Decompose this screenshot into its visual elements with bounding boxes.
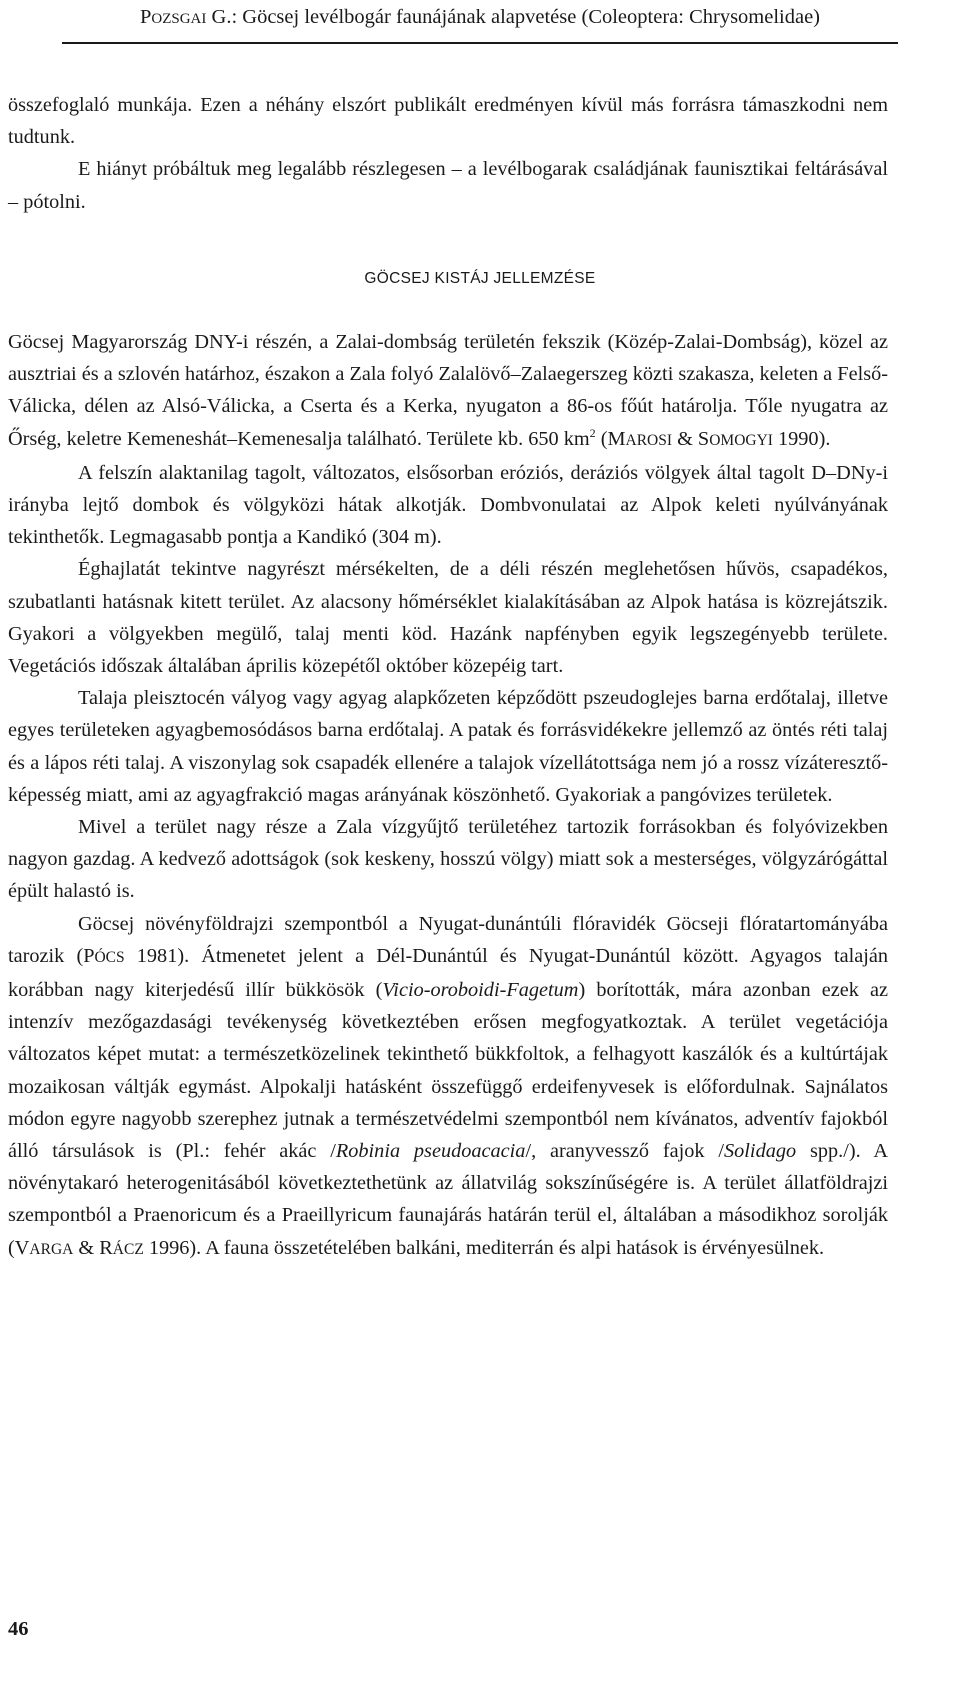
intro-paragraph-1: összefoglaló munkája. Ezen a néhány elszórt publikált eredményen kívül más forrásra támaszkodni nem tudtunk. bbox=[8, 94, 888, 149]
p6-text-e: spp./). A növénytakaró heterogenitásából következtethetünk az állatvilág sokszínűségére is. A terület állatföldrajzi szempontból a Praenoricum és a Praeillyricum faunajárás határán terül el, általában a másodikhoz sorolják (V bbox=[8, 1140, 889, 1259]
section-heading: GÖCSEJ KISTÁJ JELLEMZÉSE bbox=[364, 270, 596, 287]
p6-smallcaps-2: ARGA bbox=[29, 1240, 74, 1258]
header-author-initial: P bbox=[139, 6, 152, 28]
p6-smallcaps-1: ÓCS bbox=[94, 948, 125, 966]
p1-text-b: (M bbox=[595, 427, 626, 450]
section-body bbox=[8, 326, 888, 1266]
section-paragraph-6 bbox=[8, 908, 888, 1266]
p6-text-d: /, aranyvessző fajok / bbox=[525, 1140, 725, 1163]
section-paragraph-4: Talaja pleisztocén vályog vagy agyag alapkőzeten képződött pszeudoglejes barna erdőtalaj, illetve egyes területeken agyagbemosódásos barna erdőtalaj. A patak és forrásvidékekre jellemző az öntés réti talaj és a lápos réti talaj. A viszonylag sok csapadék ellenére a talajok vízellátottsága nem jó a rossz vízáteresztő-képesség miatt, ami az agyagfrakció magas arányának köszönhető. Gyakoriak a pangóvizes területek. bbox=[8, 687, 888, 806]
p1-smallcaps-1: AROSI bbox=[625, 431, 673, 449]
intro-paragraph-2: E hiányt próbáltuk meg legalább részlegesen – a levélbogarak családjának faunisztikai feltárásával – pótolni. bbox=[8, 158, 888, 213]
intro-text bbox=[8, 89, 888, 218]
section-paragraph-3: Éghajlatát tekintve nagyrészt mérsékelten, de a déli részén meglehetősen hűvös, csapadékos, szubatlanti hatásnak kitett terület. Az alacsony hőmérséklet kialakításában az Alpok hatása is közrejátszik. Gyakori a völgyekben megülő, talaj menti köd. Hazánk napfényben egyik legszegényebb területe. Vegetációs időszak általában április közepétől október közepéig tart. bbox=[8, 558, 888, 678]
header-author-rest: OZSGAI bbox=[151, 11, 207, 27]
p6-text-g: 1996). A fauna összetételében balkáni, mediterrán és alpi hatások is érvényesülnek. bbox=[143, 1236, 825, 1259]
p6-italic-3: Solidago bbox=[724, 1140, 797, 1163]
section-paragraph-5: Mivel a terület nagy része a Zala vízgyűjtő területéhez tartozik forrásokban és folyóvizekben nagyon gazdag. A kedvező adottságok (sok keskeny, hosszú völgy) miatt sok a mesterséges, völgyzárógáttal épült halastó is. bbox=[8, 816, 888, 903]
p6-smallcaps-3: ÁCZ bbox=[112, 1240, 144, 1258]
p6-text-a: Göcsej növényföldrajzi szempontból a Nyugat-dunántúli flóravidék Göcseji flóratartományába tarozik (P bbox=[8, 912, 888, 967]
p1-smallcaps-2: OMOGYI bbox=[709, 431, 773, 449]
p6-text-b: 1981). Átmenetet jelent a Dél-Dunántúl és Nyugat-Dunántúl között. Agyagos talaján korábban nagy kiterjedésű illír bükkösök ( bbox=[8, 944, 888, 1002]
p6-text-f: & R bbox=[73, 1236, 113, 1259]
p6-italic-1: Vicio-oroboidi-Fagetum bbox=[382, 979, 579, 1002]
page-number: 46 bbox=[8, 1618, 29, 1640]
header-title: G.: Göcsej levélbogár faunájának alapvetése (Coleoptera: Chrysomelidae) bbox=[206, 6, 821, 28]
running-header bbox=[0, 0, 960, 48]
p6-text-c: ) borították, mára azonban ezek az intenzív mezőgazdasági tevékenység következtében erősen megfogyatkoztak. A terület vegetációja változatos képet mutat: a természetközelinek tekinthető bükkfoltok, a felhagyott kaszálók és a kultúrtájak mozaikosan váltják egymást. Alpokalji hatásként összefüggő erdeifenyvesek is előfordulnak. Sajnálatos módon egyre nagyobb szerephez jutnak a természetvédelmi szempontból nem kívánatos, adventív fajokból álló társulások is (Pl.: fehér akác / bbox=[8, 979, 888, 1163]
section-paragraph-2: A felszín alaktanilag tagolt, változatos, elsősorban eróziós, deráziós völgyek által tagolt D–DNy-i irányba lejtő dombok és völgyközi hátak alkotják. Dombvonulatai az Alpok keleti nyúlványának tekinthetők. Legmagasabb pontja a Kandikó (304 m). bbox=[8, 461, 888, 549]
p1-text-c: & S bbox=[672, 427, 710, 450]
p1-superscript: 2 bbox=[589, 425, 596, 440]
p1-text-d: 1990). bbox=[772, 427, 831, 450]
p6-italic-2: Robinia pseudoacacia bbox=[335, 1140, 526, 1163]
p1-text-a: Göcsej Magyarország DNY-i részén, a Zalai-dombság területén fekszik (Közép-Zalai-Dombság), közel az ausztriai és a szlovén határhoz, északon a Zala folyó Zalalövő–Zalaegerszeg közti szakasza, keleten a Felső-Válicka, délen az Alsó-Válicka, a Cserta és a Kerka, nyugaton a 86-os főút határolja. Tőle nyugatra az Őrség, keletre Kemeneshát–Kemenesalja található. Területe kb. 650 km bbox=[8, 331, 888, 450]
header-rule bbox=[62, 42, 898, 44]
section-paragraph-1 bbox=[8, 326, 888, 457]
